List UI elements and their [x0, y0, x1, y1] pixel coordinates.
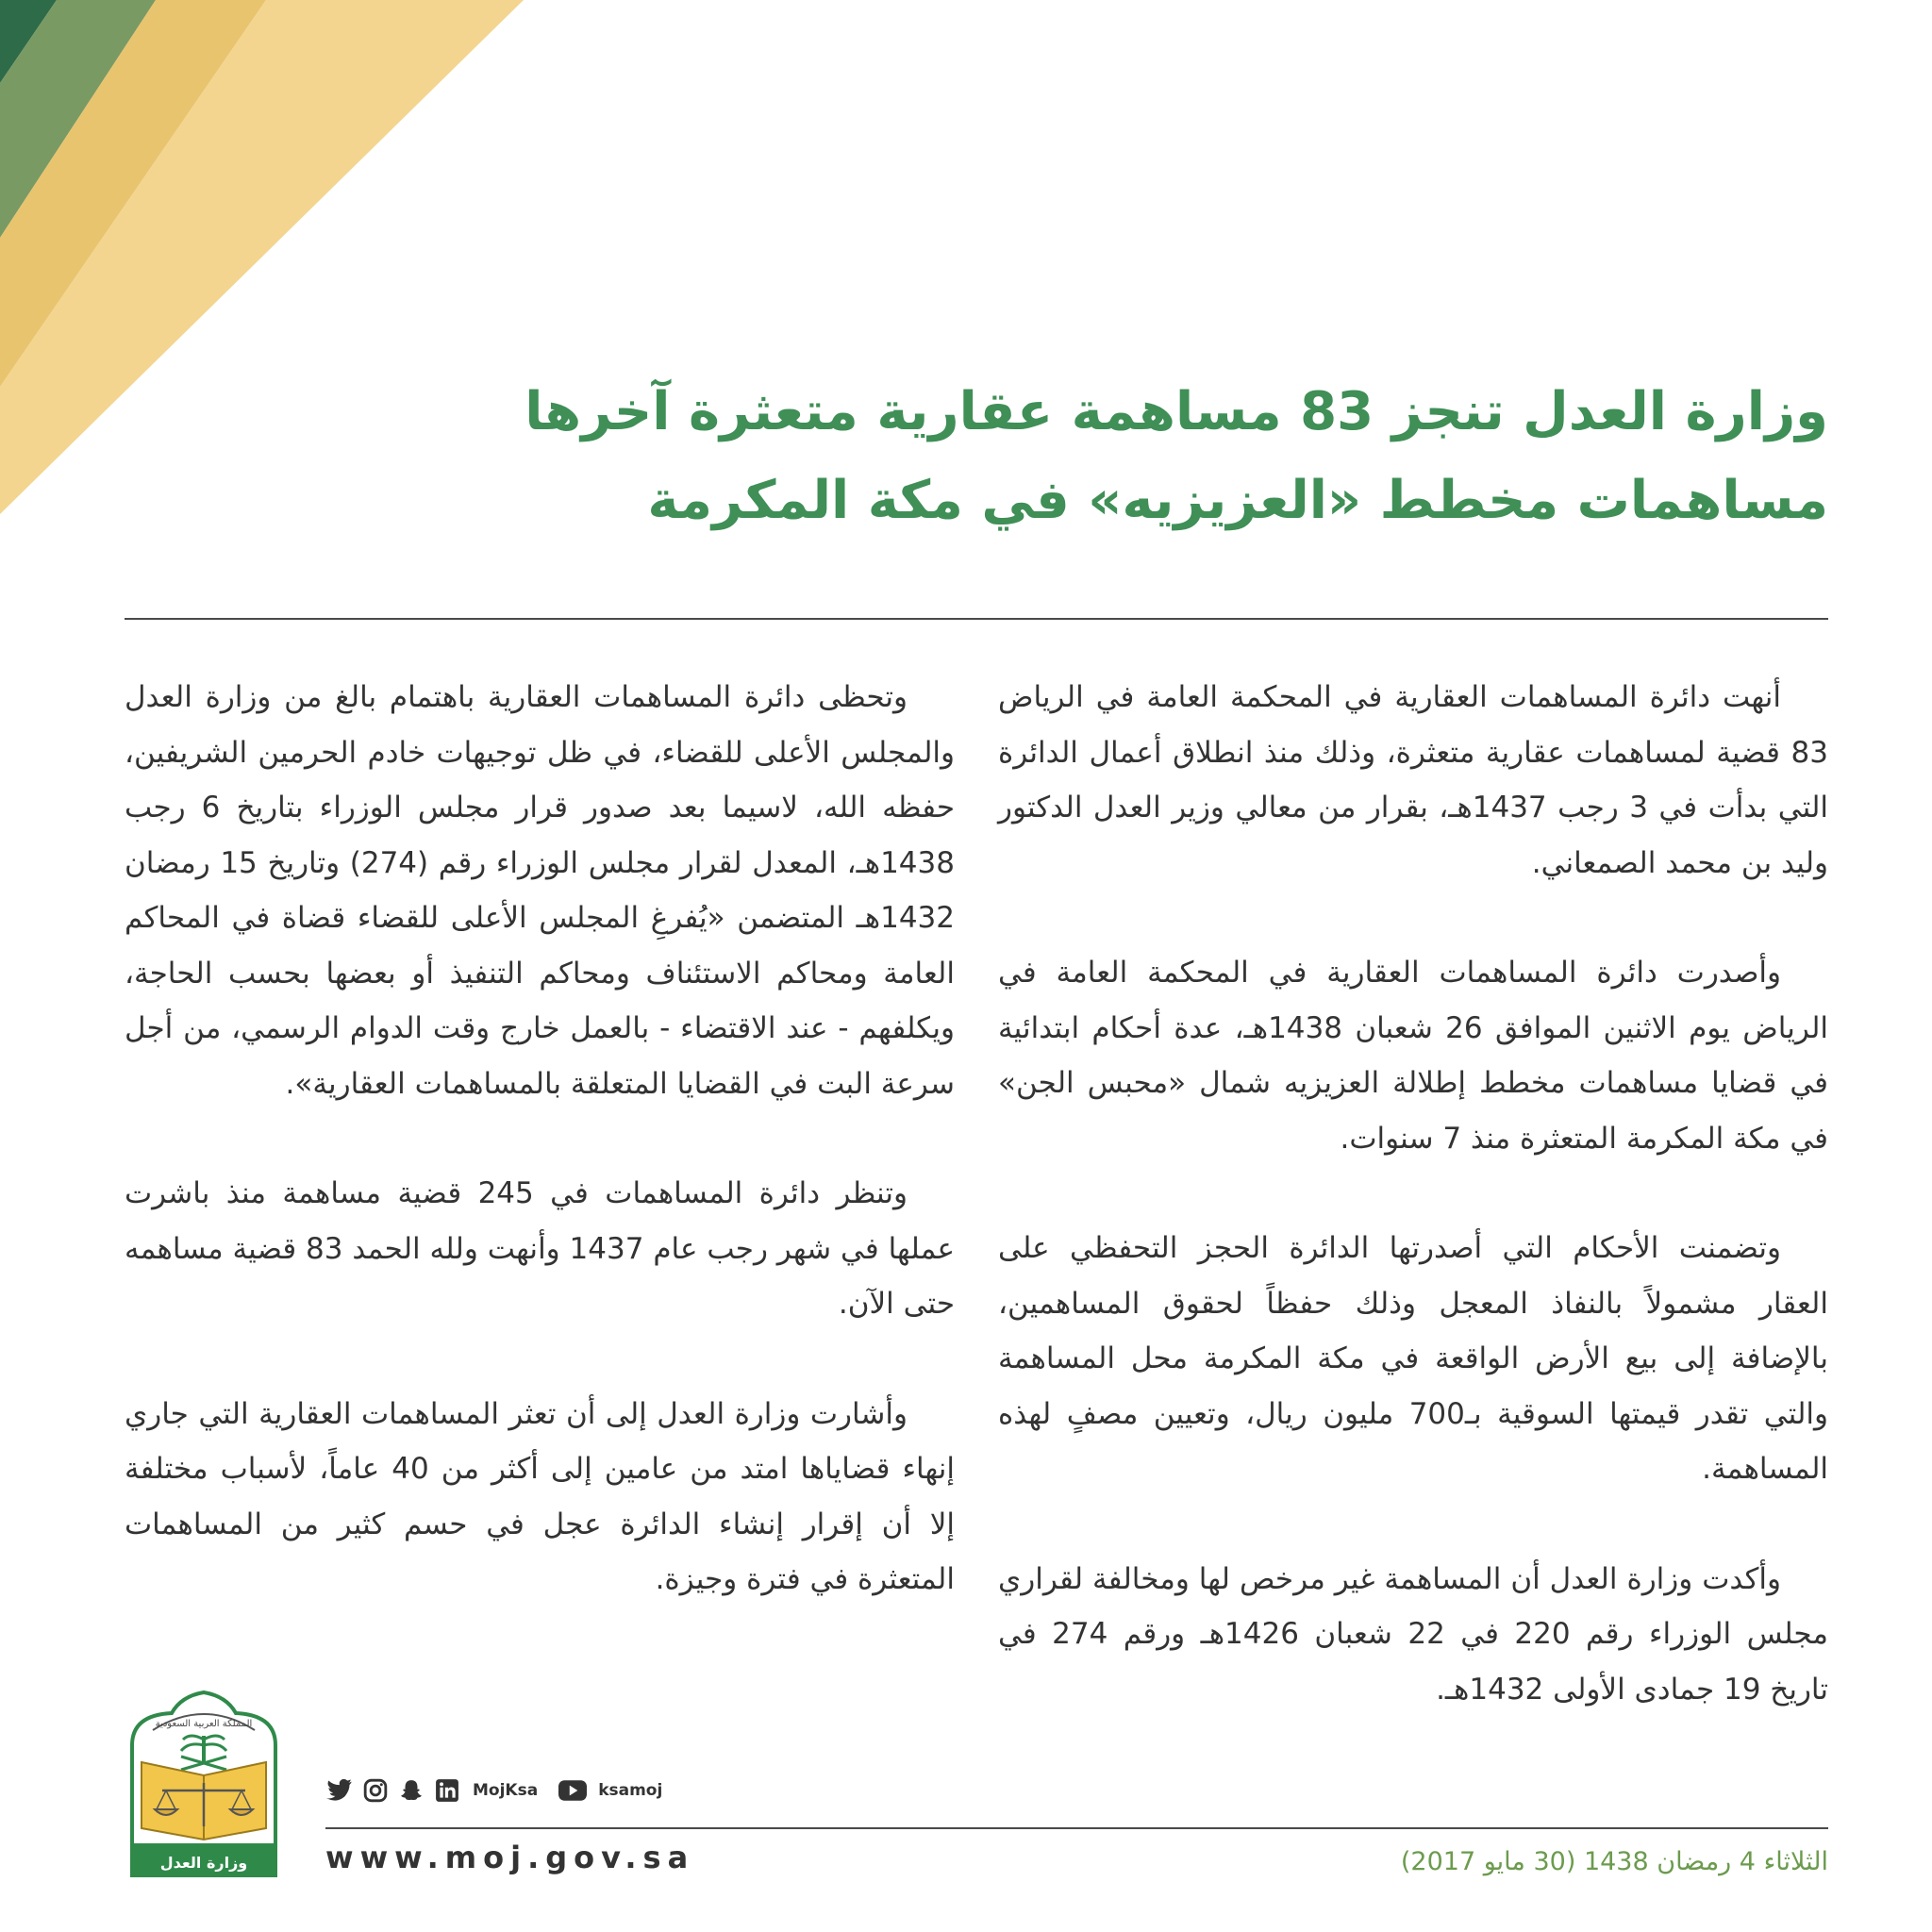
ministry-of-justice-logo [125, 1689, 283, 1877]
paragraph: وأشارت وزارة العدل إلى أن تعثر المساهمات العقارية التي جاري إنهاء قضاياها امتد من عامين إلى أكثر من 40 عاماً، لأسباب مختلفة إلا أن إقرار إنشاء الدائرة عجل في حسم كثير من المساهمات المتعثرة في فترة وجيزة. [125, 1396, 956, 1596]
paragraph: وتضمنت الأحكام التي أصدرتها الدائرة الحجز التحفظي على العقار مشمولاً بالنفاذ المعجل وذلك حفظاً لحقوق المساهمين، بالإضافة إلى بيع الأرض الواقعة في مكة المكرمة محل المساهمة والتي تقدر قيمتها السوقية بـ700 مليون ريال، وتعيين مصفٍ لهذه المساهمة. [998, 1231, 1829, 1486]
footer-divider [325, 1827, 1828, 1829]
headline [413, 368, 1828, 545]
paragraph: وأكدت وزارة العدل أن المساهمة غير مرخص لها ومخالفة لقراري مجلس الوزراء رقم 220 في 22 شعبان 1426هـ ورقم 274 في تاريخ 19 جمادى الأولى 1432هـ. [998, 1561, 1829, 1707]
headline-line-2: مساهمات مخطط «العزيزيه» في مكة المكرمة [647, 470, 1828, 531]
article-column-right [998, 670, 1828, 1772]
website-link[interactable]: www.moj.gov.sa [325, 1840, 695, 1875]
social-handle-ksamoj[interactable]: ksamoj [598, 1781, 663, 1800]
paragraph: وتحظى دائرة المساهمات العقارية باهتمام بالغ من وزارة العدل والمجلس الأعلى للقضاء، في ظل توجيهات خادم الحرمين الشريفين، حفظه الله، لاسيما بعد صدور قرار مجلس الوزراء بتاريخ 6 رجب 1438هـ، المعدل لقرار مجلس الوزراء رقم (274) وتاريخ 15 رمضان 1432هـ المتضمن «يُفرغِ المجلس الأعلى للقضاء قضاة في المحاكم العامة ومحاكم الاستئناف ومحاكم التنفيذ أو بعضها بحسب الحاجة، ويكلفهم - عند الاقتضاء - بالعمل خارج وقت الدوام الرسمي، من أجل سرعة البت في القضايا المتعلقة بالمساهمات العقارية». [125, 680, 955, 1101]
article-column-left [125, 670, 955, 1662]
social-handle-mojksa[interactable]: MojKsa [473, 1781, 539, 1800]
twitter-icon[interactable] [325, 1776, 354, 1805]
paragraph: وأصدرت دائرة المساهمات العقارية في المحكمة العامة في الرياض يوم الاثنين الموافق 26 شعبان 1438هـ، عدة أحكام ابتدائية في قضايا مساهمات مخطط إطلالة العزيزيه شمال «محبس الجن» في مكة المكرمة المتعثرة منذ 7 سنوات. [998, 956, 1829, 1156]
publication-date: الثلاثاء 4 رمضان 1438 (30 مايو 2017) [1400, 1847, 1828, 1876]
linkedin-icon[interactable] [433, 1776, 461, 1805]
logo-text-top: المملكة العربية السعودية [155, 1719, 253, 1729]
logo-text-bottom: وزارة العدل [159, 1854, 248, 1872]
snapchat-icon[interactable] [397, 1776, 425, 1805]
youtube-icon[interactable] [558, 1776, 587, 1805]
instagram-icon[interactable] [361, 1776, 390, 1805]
social-media-bar [325, 1775, 675, 1806]
paragraph: وتنظر دائرة المساهمات في 245 قضية مساهمة منذ باشرت عملها في شهر رجب عام 1437 وأنهت ولله الحمد 83 قضية مساهمه حتى الآن. [125, 1176, 955, 1321]
headline-line-1: وزارة العدل تنجز 83 مساهمة عقارية متعثرة آخرها [525, 381, 1828, 442]
paragraph: أنهت دائرة المساهمات العقارية في المحكمة العامة في الرياض 83 قضية لمساهمات عقارية متعثرة، وذلك منذ انطلاق أعمال الدائرة التي بدأت في 3 رجب 1437هـ، بقرار من معالي وزير العدل الدكتور وليد بن محمد الصمعاني. [998, 680, 1828, 880]
header-divider [125, 618, 1828, 620]
